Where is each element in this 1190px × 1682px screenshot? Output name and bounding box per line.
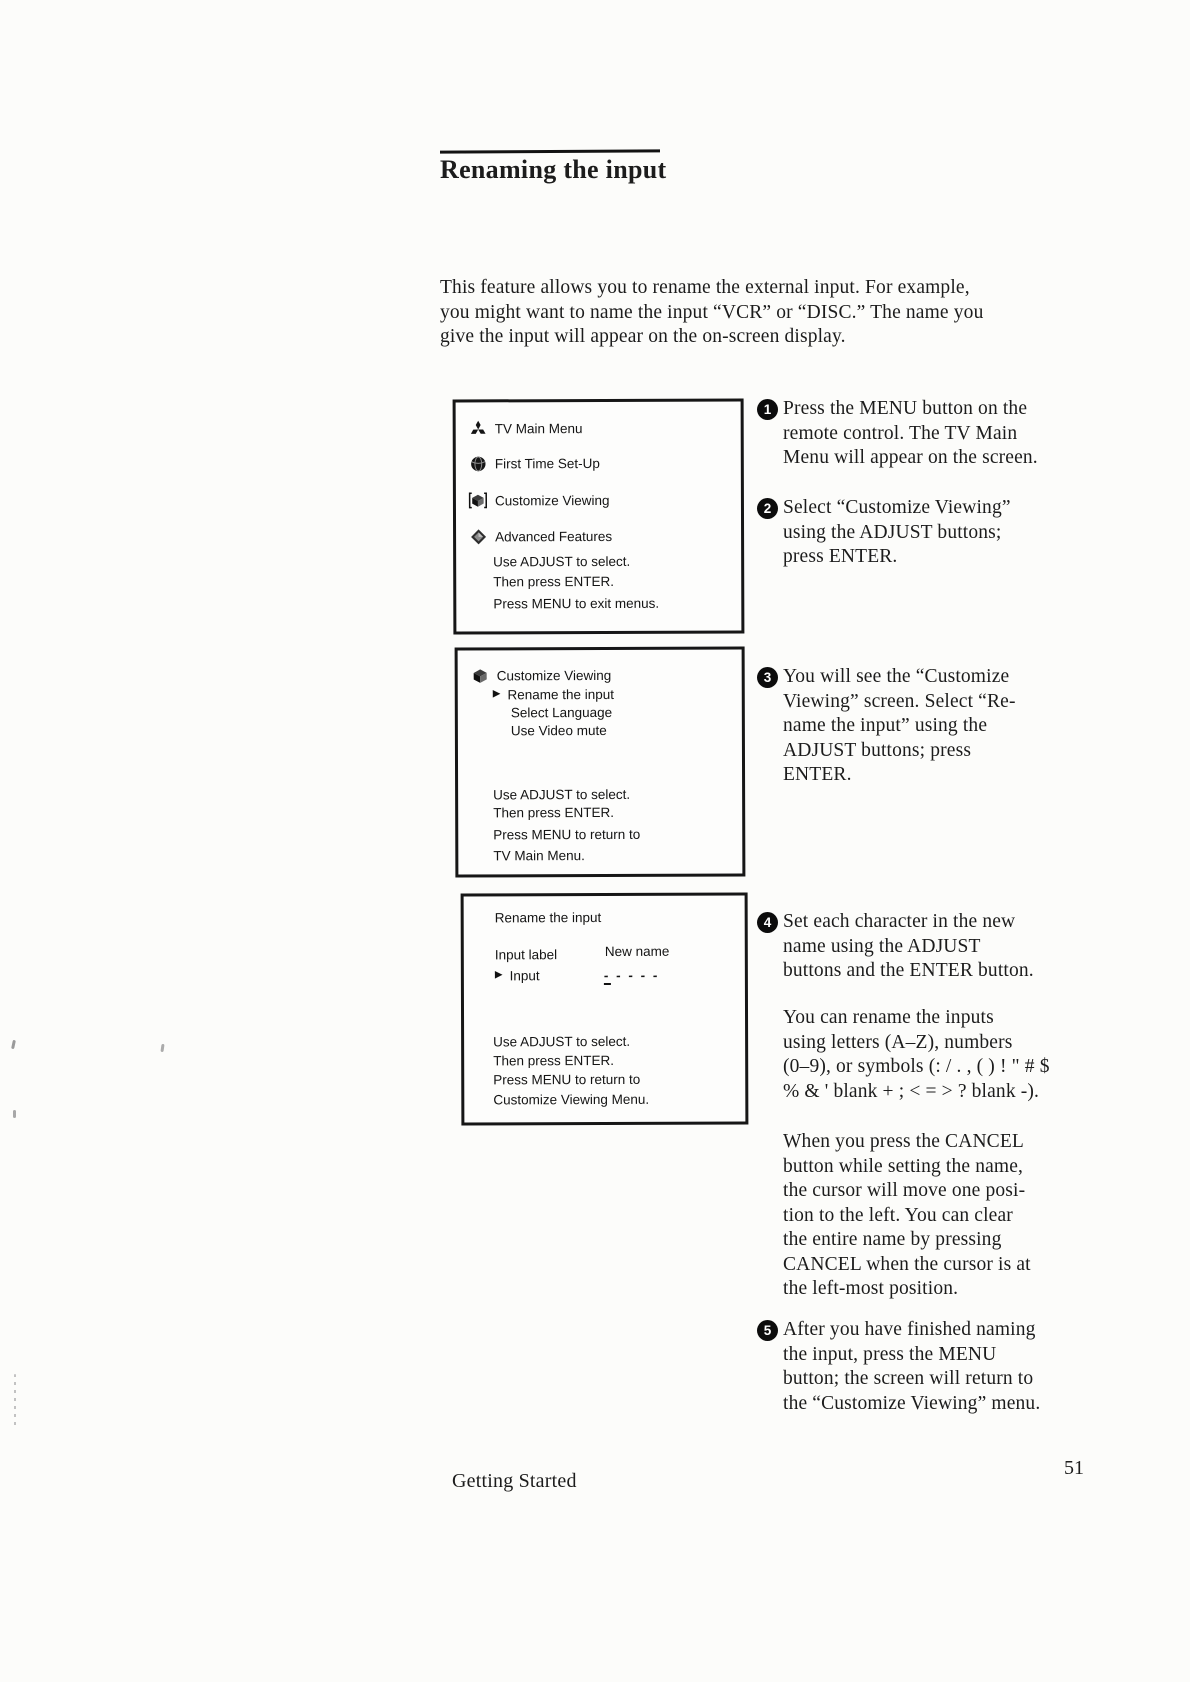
column-header-new-name: New name	[604, 943, 670, 959]
paragraph-line: (0–9), or symbols (: / . , ( ) ! " # $	[783, 1056, 1050, 1077]
customize-viewing-screen	[455, 646, 746, 877]
screen-hint: Customize Viewing Menu.	[493, 1091, 650, 1108]
step-paragraph	[783, 1130, 1083, 1302]
menu-item-label: Select Language	[510, 704, 613, 720]
step-line: Menu will appear on the screen.	[783, 447, 1038, 468]
selection-cursor-icon: ▶	[494, 969, 503, 981]
section-title: Renaming the input	[440, 155, 667, 184]
screen-hint: TV Main Menu.	[493, 848, 585, 864]
intro-line: give the input will appear on the on-screen display.	[440, 326, 846, 347]
tv-main-menu-screen	[453, 398, 745, 634]
menu-item	[468, 491, 610, 509]
paragraph-line: You can rename the inputs	[783, 1007, 994, 1028]
gem-diamond-icon	[468, 528, 488, 545]
screen-hint: Use ADJUST to select.	[493, 553, 631, 570]
menu-item-label: TV Main Menu	[494, 420, 583, 436]
scan-artifact	[160, 1044, 164, 1052]
menu-item-label: Advanced Features	[495, 528, 613, 544]
scan-artifact	[11, 1040, 16, 1049]
new-name-value	[604, 966, 660, 984]
step-line: ENTER.	[783, 764, 852, 785]
step-line: the input, press the MENU	[783, 1343, 997, 1365]
paragraph-line: the cursor will move one posi-	[783, 1180, 1026, 1201]
step-line: Viewing” screen. Select “Re-	[783, 690, 1016, 712]
paragraph-line: CANCEL when the cursor is at	[783, 1253, 1031, 1275]
intro-line: This feature allows you to rename the external input. For example,	[440, 277, 970, 298]
menu-item	[493, 685, 614, 703]
menu-item-label: Rename the input	[507, 686, 615, 702]
screen-hint: Press MENU to return to	[493, 826, 641, 843]
step-line: the “Customize Viewing” menu.	[783, 1392, 1041, 1414]
step-line: Select “Customize Viewing”	[783, 497, 1011, 518]
step-line: name the input” using the	[783, 715, 988, 736]
mitsubishi-logo-icon	[468, 420, 488, 437]
intro-paragraph	[440, 276, 1050, 350]
menu-item	[468, 419, 583, 437]
menu-item	[511, 721, 607, 739]
page-number: 51	[1064, 1457, 1084, 1479]
step	[757, 665, 1072, 788]
selection-cursor-icon: ▶	[492, 688, 501, 700]
screen-hint: Use ADJUST to select.	[493, 786, 631, 803]
step-number-badge: 4	[757, 912, 778, 933]
step-line: After you have finished naming	[783, 1319, 1036, 1340]
step	[757, 397, 1072, 471]
menu-item-label: First Time Set-Up	[494, 455, 600, 471]
paragraph-line: the left-most position.	[783, 1278, 959, 1299]
step-number-badge: 3	[757, 667, 778, 688]
step-number-badge: 1	[757, 399, 778, 420]
scan-artifact	[14, 1374, 16, 1426]
step-line: using the ADJUST buttons;	[783, 521, 1002, 543]
menu-item	[511, 703, 612, 721]
step-line: buttons and the ENTER button.	[783, 960, 1034, 981]
screen-hint: Use ADJUST to select.	[493, 1033, 631, 1050]
text-cursor: -	[603, 967, 611, 983]
step-paragraph	[783, 1006, 1083, 1104]
new-name-dashes: - - - -	[610, 967, 660, 983]
step-line: Set each character in the new	[783, 911, 1016, 932]
step-line: button; the screen will return to	[783, 1368, 1034, 1389]
paragraph-line: button while setting the name,	[783, 1155, 1024, 1177]
screen-hint: Then press ENTER.	[493, 804, 614, 821]
rename-input-screen	[461, 892, 749, 1125]
intro-line: you might want to name the input “VCR” or “DISC.” The name you	[440, 301, 984, 323]
paragraph-line: using letters (A–Z), numbers	[783, 1031, 1013, 1053]
menu-item	[468, 454, 600, 472]
scan-artifact	[13, 1110, 16, 1118]
paragraph-line: % & ' blank + ; < = > ? blank -).	[783, 1080, 1040, 1102]
step-line: ADJUST buttons; press	[783, 739, 972, 761]
step-line: name using the ADJUST	[783, 935, 981, 957]
step-line: remote control. The TV Main	[783, 422, 1018, 444]
column-header-input-label: Input label	[494, 947, 558, 963]
cube-brackets-icon	[468, 491, 488, 509]
screen-header-label: Customize Viewing	[496, 667, 612, 683]
step-line: press ENTER.	[783, 546, 898, 567]
screen-hint: Then press ENTER.	[493, 1052, 615, 1069]
input-row-label: Input	[509, 967, 540, 983]
globe-icon	[468, 455, 488, 472]
section-title-rule	[440, 149, 660, 153]
step	[757, 1318, 1072, 1416]
step-line: You will see the “Customize	[783, 666, 1010, 687]
menu-item	[468, 527, 612, 546]
menu-item-label: Customize Viewing	[494, 492, 610, 508]
footer-section-label: Getting Started	[452, 1470, 577, 1492]
step	[757, 496, 1072, 570]
screen-hint: Press MENU to return to	[493, 1071, 641, 1088]
input-row	[495, 966, 540, 984]
screen-hint: Press MENU to exit menus.	[493, 595, 660, 612]
step	[757, 910, 1072, 984]
paragraph-line: the entire name by pressing	[783, 1229, 1002, 1250]
step-number-badge: 5	[757, 1320, 778, 1341]
screen-header	[470, 666, 612, 684]
cube-icon	[470, 667, 490, 684]
step-line: Press the MENU button on the	[783, 398, 1028, 419]
screen-hint: Then press ENTER.	[493, 573, 615, 590]
step-number-badge: 2	[757, 498, 778, 519]
menu-item-label: Use Video mute	[510, 722, 607, 738]
paragraph-line: When you press the CANCEL	[783, 1131, 1024, 1152]
paragraph-line: tion to the left. You can clear	[783, 1204, 1013, 1226]
screen-title: Rename the input	[494, 910, 602, 926]
